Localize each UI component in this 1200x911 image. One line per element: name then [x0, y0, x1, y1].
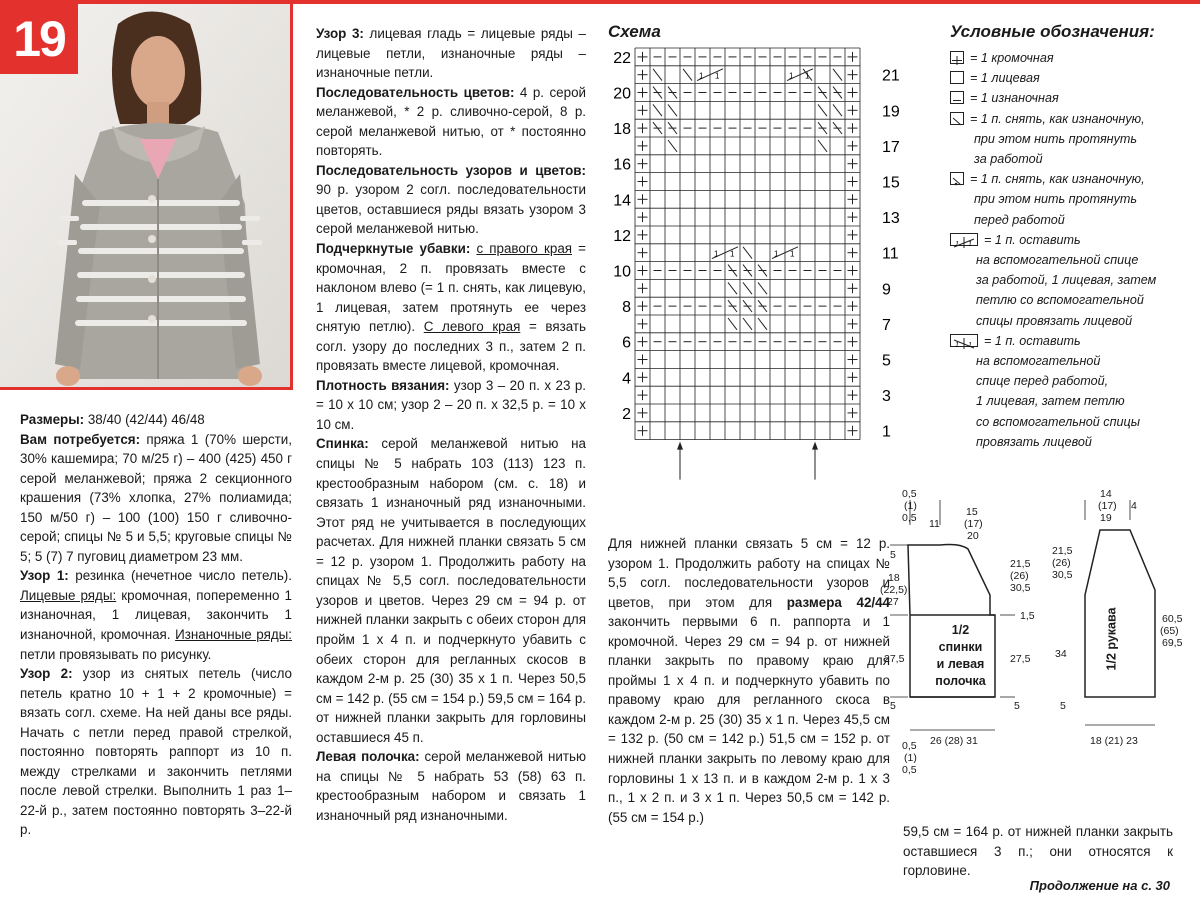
legend-slip-back: = 1 п. снять, как изнаночную, — [950, 109, 1180, 129]
materials-label: Вам потребуется: — [20, 431, 141, 447]
dim-275a: 27,5 — [884, 653, 905, 665]
legend-cross-front-4: 1 лицевая, затем петлю — [976, 394, 1125, 409]
dim-bot-05b: 0,5 — [902, 764, 917, 776]
dim-top-05: 0,5 — [902, 488, 917, 500]
sleeve-outline — [1085, 530, 1155, 697]
row-number-left: 10 — [613, 263, 631, 281]
dim-s19: 19 — [1100, 512, 1112, 524]
svg-text:1: 1 — [968, 341, 972, 349]
slip-stitch-mark — [653, 104, 662, 116]
legend-slip-back-2: при этом нить протянуть — [974, 131, 1138, 146]
legend-slip-front-2: при этом нить протянуть — [974, 192, 1138, 207]
cross-stitch-number: 1 — [774, 249, 779, 259]
dim-s14: 14 — [1100, 488, 1112, 500]
decrease-right-label: с правого края — [476, 241, 573, 257]
dim-15b: 1,5 — [1020, 610, 1035, 622]
legend-cross-back-4: петлю со вспомогательной — [976, 293, 1144, 308]
dim-bot-1: (1) — [904, 752, 917, 764]
row-number-right: 3 — [882, 388, 891, 406]
decrease-left-label: С левого края — [423, 319, 521, 335]
legend-purl: = 1 изнаночная — [950, 88, 1180, 108]
pattern1-face-label: Лицевые ряды: — [20, 587, 117, 603]
legend-cross-front: 1 1 = 1 п. оставить — [950, 331, 1180, 351]
slip-stitch-mark — [668, 104, 677, 116]
legend — [950, 48, 1180, 452]
slip-stitch-mark — [683, 69, 692, 81]
pattern3-label: Узор 3: — [316, 26, 364, 41]
pattern1-face-value: кромочная, попеременно 1 изнаночная, 1 лицевая, закончить 1 изнаночной, кромочная. — [20, 587, 292, 643]
sizes-label: Размеры: — [20, 412, 85, 427]
legend-cross-front-2: на вспомогательной — [976, 354, 1101, 369]
sequence-label: Последовательность узоров и цветов: — [316, 162, 586, 178]
materials-value: пряжа 1 (70% шерсти, 30% кашемира; 70 м/25 г) – 400 (425) 450 г серой меланжевой; пряжа 2 секционного крашения (73% хлопка, 27% полиамида; 150 м/50 г) – 100 (100) 150 г сливочно-серой; спицы № 5 и 5,5; круговые спицы № 5; 5 (7) 7 пуговиц диаметром 23 мм. — [20, 431, 292, 564]
pattern2-label: Узор 2: — [20, 666, 73, 682]
pattern3-value: лицевая гладь = лицевые ряды – лицевые петли, изнаночные ряды – изнаночные петли. — [316, 26, 586, 81]
row-number-left: 20 — [613, 85, 631, 103]
knit-stitch-icon — [950, 71, 964, 84]
dim-305: 30,5 — [1010, 582, 1031, 594]
legend-cross-back-2: на вспомогательной спице — [976, 253, 1139, 268]
purl-stitch-icon — [950, 91, 964, 104]
row-number-right: 15 — [882, 174, 900, 192]
sleeve-label: 1/2 рукава — [1104, 607, 1119, 671]
repeat-arrow-head — [677, 442, 683, 450]
row-number-right: 13 — [882, 210, 900, 228]
svg-text:1: 1 — [968, 240, 972, 248]
dim-11: 11 — [929, 518, 940, 530]
pattern-number: 19 — [0, 4, 78, 74]
slip-stitch-mark — [833, 69, 842, 81]
dim-s17: (17) — [1098, 500, 1117, 512]
slip-stitch-mark — [818, 140, 827, 152]
continued-on-page: Продолжение на с. 30 — [1029, 878, 1170, 893]
slip-stitch-mark — [743, 247, 752, 259]
dim-s215: 21,5 — [1052, 545, 1073, 557]
slip-stitch-mark — [653, 69, 662, 81]
gauge-label: Плотность вязания: — [316, 377, 450, 393]
row-number-left: 2 — [622, 405, 631, 423]
dim-s65: (65) — [1160, 625, 1179, 637]
cross-stitch-number: 1 — [699, 71, 704, 81]
legend-title: Условные обозначения: — [950, 22, 1155, 41]
row-number-left: 12 — [613, 227, 631, 245]
decrease-right-value: = кромочная, 2 п. провязать вместе с наклоном влево (= 1 п. снять, как лицевую, 1 лицевая, затем протянуть ее через снятую петлю). — [316, 241, 586, 335]
dim-top-1: (1) — [904, 500, 917, 512]
left-front-label: Левая полочка: — [316, 749, 420, 765]
dim-5a: 5 — [890, 549, 896, 561]
left-column — [20, 410, 292, 840]
body-piece-label: 1/2 спинки и левая полочка — [935, 623, 986, 688]
slip-stitch-mark — [833, 104, 842, 116]
svg-text:1: 1 — [955, 341, 959, 349]
knitting-chart — [600, 40, 900, 510]
decrease-label: Подчеркнутые убавки: — [316, 241, 471, 257]
pattern2-value: узор из снятых петель (число петель кратно 10 + 1 + 2 кромочные) = вязать согл. схеме. На ней даны все ряды. Начать с петли перед правой стрелкой, постоянно повторять раппорт из 10 п. между стрелками и закончить петлями после левой стрелки. Выполнить 1 раз 1–22-й р., затем постоянно повторять 3–22-й р. — [20, 666, 292, 838]
cross-stitch-number: 1 — [789, 71, 794, 81]
left-front-value: серой меланжевой нитью на спицы № 5 набрать 53 (58) 63 п. крестообразным набором и связать 1 изнаночный ряд изнаночными. — [316, 749, 586, 823]
cross-stitch-number: 1 — [715, 71, 720, 81]
svg-text:1: 1 — [955, 240, 959, 248]
dim-26: (26) — [1010, 570, 1029, 582]
pattern1-back-label: Изнаночные ряды: — [175, 627, 292, 643]
cross-stitch-number: 1 — [730, 249, 735, 259]
edge-stitch-icon — [950, 51, 964, 64]
legend-cross-front-6: провязать лицевой — [976, 434, 1092, 449]
row-number-left: 8 — [622, 299, 631, 317]
slip-stitch-mark — [668, 140, 677, 152]
row-number-right: 11 — [882, 245, 899, 263]
dim-27: 27 — [887, 596, 899, 608]
scheme-title: Схема — [608, 22, 661, 41]
dim-s26: (26) — [1052, 557, 1071, 569]
right-text-column — [608, 534, 890, 827]
dim-5c: 5 — [1014, 700, 1020, 712]
legend-cross-front-3: спице перед работой, — [976, 374, 1109, 389]
dim-s4: 4 — [1131, 500, 1137, 512]
dim-17: (17) — [964, 518, 983, 530]
cross-front-icon — [950, 334, 978, 347]
slip-stitch-mark — [728, 282, 737, 294]
bottom-right-text: 59,5 см = 164 р. от нижней планки закрыть оставшиеся 3 п.; они относятся к горловине. — [903, 824, 1173, 879]
legend-cross-back-3: за работой, 1 лицевая, затем — [976, 273, 1157, 288]
row-number-right: 21 — [882, 67, 900, 85]
cross-stitch-number: 1 — [790, 249, 795, 259]
legend-cross-back-5: спицы провязать лицевой — [976, 313, 1133, 328]
pattern1-back-value: петли провязывать по рисунку. — [20, 646, 212, 662]
legend-edge: = 1 кромочная — [950, 48, 1180, 68]
slip-stitch-mark — [728, 318, 737, 330]
row-number-left: 14 — [613, 192, 631, 210]
dim-20: 20 — [967, 530, 979, 542]
row-number-right: 1 — [882, 423, 891, 441]
slip-front-icon — [950, 172, 964, 185]
dim-body-width: 26 (28) 31 — [930, 735, 978, 747]
back-label: Спинка: — [316, 436, 369, 452]
dim-18: 18 — [888, 572, 900, 584]
pattern1-label: Узор 1: — [20, 568, 69, 584]
row-number-left: 18 — [613, 121, 631, 139]
model-photo — [0, 4, 293, 390]
dim-top-05b: 0,5 — [902, 512, 917, 524]
dim-s5: 5 — [1060, 700, 1066, 712]
dim-s695: 69,5 — [1162, 637, 1183, 649]
dim-s605: 60,5 — [1162, 613, 1183, 625]
cross-stitch-number: 1 — [714, 249, 719, 259]
back-value: серой меланжевой нитью на спицы № 5 набрать 103 (113) 123 п. крестообразным набором (см. с. 18) и связать 1 изнаночный ряд изнаночными. Этот ряд не учитывается в последующих расчетах. Для нижней планки связать 5 см = 12 р. узором 1. Продолжить работу на спицах № 5,5 согл. последовательности узоров и цветов. Через 29 см = 94 р. от нижней планки закрыть с обеих сторон для пройм 1 х 4 п. и подчеркнуто убавить с обеих сторон для регланных скосов в каждом 2-м р. 25 (30) 35 х 1 п. Через 50,5 см = 142 р. (55 см = 154 р.) 59,5 см = 164 р. от нижней планки закрыть для горловины оставшиеся 45 п. — [316, 436, 586, 745]
cross-back-icon — [950, 233, 978, 246]
pattern1-value: резинка (нечетное число петель). — [68, 568, 292, 584]
row-number-right: 19 — [882, 103, 900, 121]
right-text-2: закончить первыми 6 п. раппорта и 1 кромочной. Через 29 см = 94 р. от нижней планки закрыть по правому краю для проймы 1 х 4 п. и подчеркнуто убавить по правому краю для регланного скоса в каждом 2-м р. 25 (30) 35 х 1 п. Через 45,5 см = 132 р. (50 см = 142 р.) 51,5 см = 152 р. от нижней планки закрыть по левому краю для горловины 1 х 13 п. и в каждом 2-м р. 1 х 3 п., 1 х 2 п. и 3 х 1 п. Через 50,5 см = 142 р. (55 см = 154 р.) — [608, 614, 890, 825]
legend-slip-front: = 1 п. снять, как изнаночную, — [950, 169, 1180, 189]
dim-5b: 5 — [890, 700, 896, 712]
row-number-right: 7 — [882, 316, 891, 334]
dim-225: (22,5) — [880, 584, 908, 596]
row-number-left: 6 — [622, 334, 631, 352]
row-number-right: 9 — [882, 281, 891, 299]
sizes-value: 38/40 (42/44) 46/48 — [84, 412, 205, 427]
legend-slip-front-3: перед работой — [974, 212, 1065, 227]
legend-knit: = 1 лицевая — [950, 68, 1180, 88]
colors-value: 4 р. серой меланжевой, * 2 р. сливочно-серой, 8 р. серой меланжевой нитью, от * постоянно повторять. — [316, 84, 586, 159]
dim-275b: 27,5 — [1010, 653, 1031, 665]
legend-slip-back-3: за работой — [974, 152, 1043, 167]
slip-stitch-mark — [758, 318, 767, 330]
gauge-value: узор 3 – 20 п. х 23 р. = 10 х 10 см; узор 2 – 20 п. х 32,5 р. = 10 х 10 см. — [316, 377, 586, 432]
dim-15: 15 — [966, 506, 978, 518]
colors-label: Последовательность цветов: — [316, 84, 515, 100]
row-number-left: 4 — [622, 370, 631, 388]
legend-cross-back: 1 1 = 1 п. оставить — [950, 230, 1180, 250]
row-number-left: 22 — [613, 49, 631, 67]
right-text-1: Для нижней планки связать 5 см = 12 р. узором 1. Продолжить работу на спицах № 5,5 согл. последовательности узоров и цветов, при этом для — [608, 536, 890, 610]
dim-s305: 30,5 — [1052, 569, 1073, 581]
legend-cross-front-5: со вспомогательной спицы — [976, 414, 1140, 429]
repeat-arrow-head — [812, 442, 818, 450]
slip-stitch-mark — [743, 282, 752, 294]
decrease-left-value: = вязать согл. узору до последних 3 п., затем 2 п. провязать вместе лицевой, кромочная. — [316, 319, 586, 374]
dim-215: 21,5 — [1010, 558, 1031, 570]
row-number-right: 17 — [882, 138, 900, 156]
slip-back-icon — [950, 112, 964, 125]
slip-stitch-mark — [743, 318, 752, 330]
dim-bot-05: 0,5 — [902, 740, 917, 752]
right-text-bold: размера 42/44 — [786, 594, 891, 610]
sequence-value: 90 р. узором 2 согл. последовательности цветов, оставшиеся ряды вязать узором 3 серой меланжевой нитью. — [316, 182, 586, 237]
row-number-right: 5 — [882, 352, 891, 370]
slip-stitch-mark — [758, 282, 767, 294]
dim-s34: 34 — [1055, 648, 1067, 660]
cross-stitch-number: 1 — [805, 71, 810, 81]
dim-sleeve-width: 18 (21) 23 — [1090, 735, 1138, 747]
slip-stitch-mark — [818, 104, 827, 116]
row-number-left: 16 — [613, 156, 631, 174]
middle-column — [316, 24, 586, 825]
